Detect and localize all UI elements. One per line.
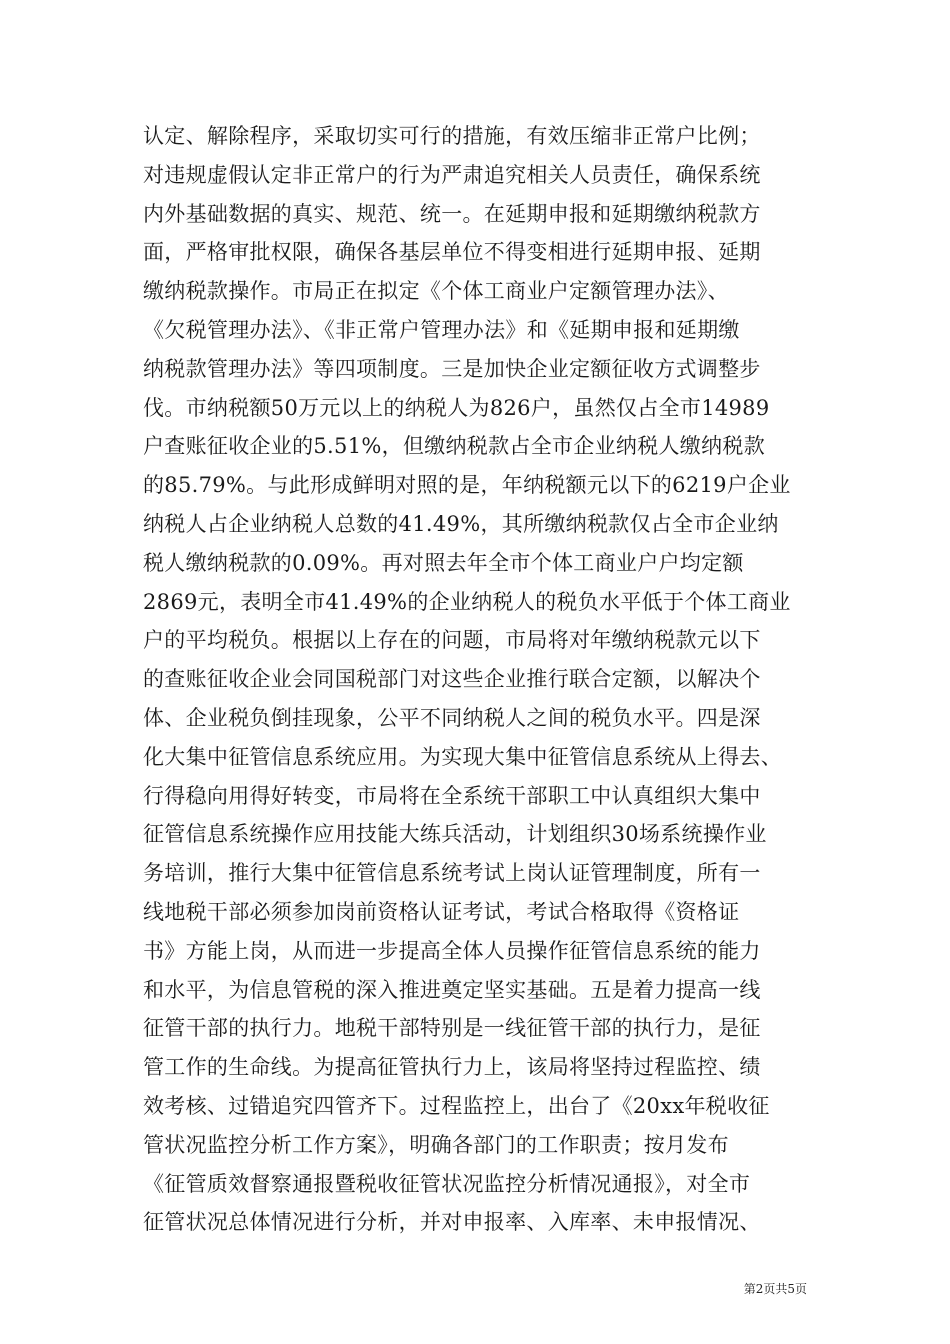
text-line: 2869元，表明全市41.49%的企业纳税人的税负水平低于个体工商业 (143, 589, 791, 614)
text-line: 税人缴纳税款的0.09%。再对照去年全市个体工商业户户均定额 (143, 550, 744, 575)
text-line: 征管状况总体情况进行分析，并对申报率、入库率、未申报情况、 (143, 1210, 761, 1235)
text-line: 的85.79%。与此形成鲜明对照的是，年纳税额元以下的6219户企业 (143, 473, 791, 498)
text-line: 管工作的生命线。为提高征管执行力上，该局将坚持过程监控、绩 (143, 1055, 761, 1080)
text-line: 书》方能上岗，从而进一步提高全体人员操作征管信息系统的能力 (143, 938, 761, 963)
text-line: 《欠税管理办法》、《非正常户管理办法》和《延期申报和延期缴 (143, 317, 740, 342)
text-line: 化大集中征管信息系统应用。为实现大集中征管信息系统从上得去、 (143, 744, 782, 769)
text-line: 户查账征收企业的5.51%，但缴纳税款占全市企业纳税人缴纳税款 (143, 434, 766, 459)
text-line: 认定、解除程序，采取切实可行的措施，有效压缩非正常户比例； (143, 124, 761, 148)
body-text (143, 117, 843, 1242)
text-line: 纳税人占企业纳税人总数的41.49%，其所缴纳税款仅占全市企业纳 (143, 511, 779, 536)
text-line: 效考核、过错追究四管齐下。过程监控上，出台了《20xx年税收征 (143, 1093, 770, 1118)
text-line: 纳税款管理办法》等四项制度。三是加快企业定额征收方式调整步 (143, 356, 761, 381)
text-line: 的查账征收企业会同国税部门对这些企业推行联合定额，以解决个 (143, 667, 761, 692)
text-line: 务培训，推行大集中征管信息系统考试上岗认证管理制度，所有一 (143, 861, 761, 886)
text-line: 《征管质效督察通报暨税收征管状况监控分析情况通报》，对全市 (143, 1171, 751, 1196)
page-number: 第2页共5页 (743, 1282, 807, 1296)
text-line: 行得稳向用得好转变，市局将在全系统干部职工中认真组织大集中 (143, 783, 761, 808)
text-line: 线地税干部必须参加岗前资格认证考试，考试合格取得《资格证 (143, 899, 740, 924)
text-line: 内外基础数据的真实、规范、统一。在延期申报和延期缴纳税款方 (143, 201, 761, 226)
text-line: 缴纳税款操作。市局正在拟定《个体工商业户定额管理办法》、 (143, 279, 729, 304)
text-line: 管状况监控分析工作方案》，明确各部门的工作职责；按月发布 (143, 1132, 729, 1157)
text-line: 和水平，为信息管税的深入推进奠定坚实基础。五是着力提高一线 (143, 977, 761, 1002)
text-line: 伐。市纳税额50万元以上的纳税人为826户，虽然仅占全市14989 (143, 395, 770, 420)
text-line: 征管信息系统操作应用技能大练兵活动，计划组织30场系统操作业 (143, 822, 767, 847)
text-line: 体、企业税负倒挂现象，公平不同纳税人之间的税负水平。四是深 (143, 705, 761, 730)
text-line: 户的平均税负。根据以上存在的问题，市局将对年缴纳税款元以下 (143, 628, 761, 653)
text-line: 面，严格审批权限，确保各基层单位不得变相进行延期申报、延期 (143, 240, 761, 265)
text-line: 对违规虚假认定非正常户的行为严肃追究相关人员责任，确保系统 (143, 162, 761, 187)
text-line: 征管干部的执行力。地税干部特别是一线征管干部的执行力，是征 (143, 1016, 761, 1041)
